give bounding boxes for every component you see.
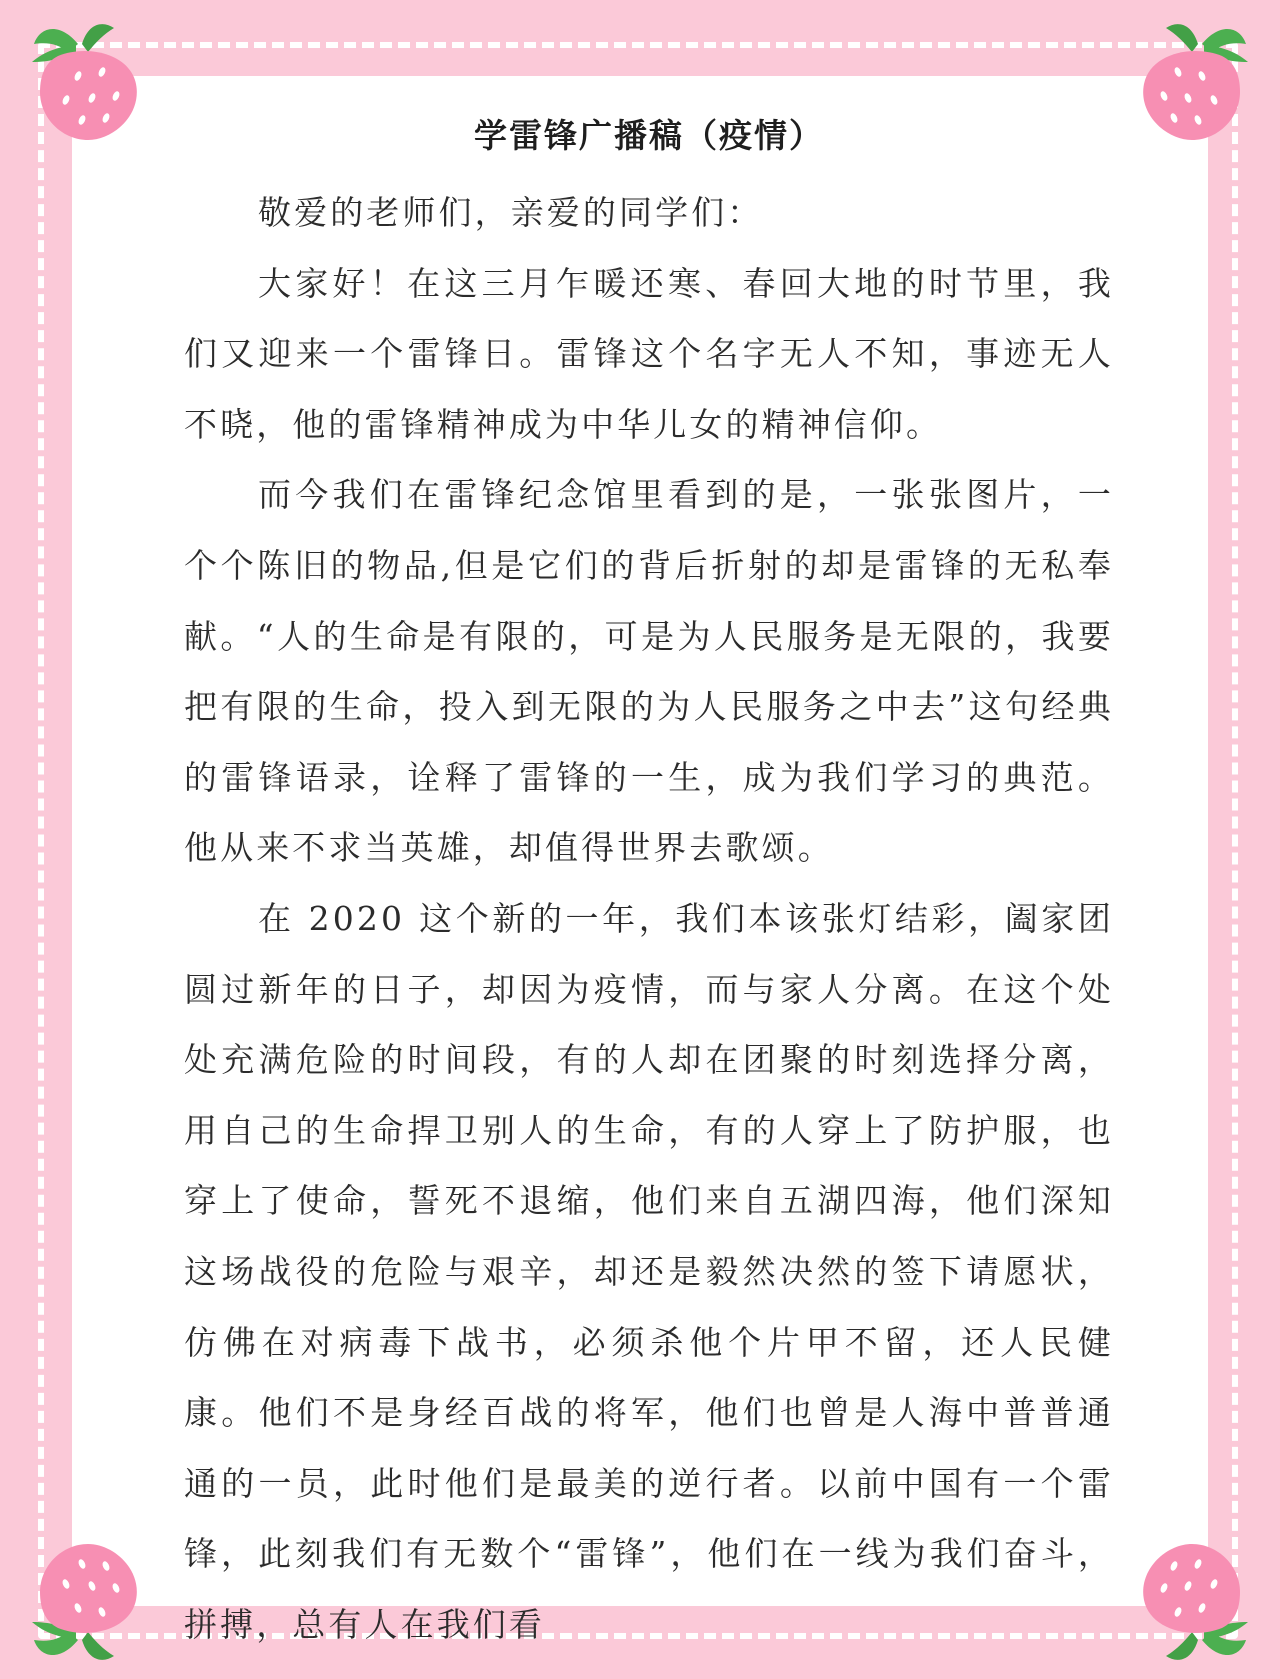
document-page: [72, 76, 1208, 1644]
strawberry-icon: [18, 14, 148, 144]
paragraph-2: 而今我们在雷锋纪念馆里看到的是，一张张图片，一个个陈旧的物品,但是它们的背后折射的却是雷锋的无私奉献。“人的生命是有限的，可是为人民服务是无限的，我要把有限的生命，投入到无限的为人民服务之中去”这句经典的雷锋语录，诠释了雷锋的一生，成为我们学习的典范。他从来不求当英雄，却值得世界去歌颂。: [184, 475, 1114, 868]
strawberry-icon: [1132, 14, 1262, 144]
strawberry-icon: [1132, 1540, 1262, 1670]
document-body: [184, 108, 1114, 1660]
strawberry-icon: [18, 1540, 148, 1670]
paragraph-1: 大家好！在这三月乍暖还寒、春回大地的时节里，我们又迎来一个雷锋日。雷锋这个名字无人不知，事迹无人不晓，他的雷锋精神成为中华儿女的精神信仰。: [184, 263, 1114, 444]
paragraph-3: 在 2020 这个新的一年，我们本该张灯结彩，阖家团圆过新年的日子，却因为疫情，而与家人分离。在这个处处充满危险的时间段，有的人却在团聚的时刻选择分离，用自己的生命捍卫别人的生命，有的人穿上了防护服，也穿上了使命，誓死不退缩，他们来自五湖四海，他们深知这场战役的危险与艰辛，却还是毅然决然的签下请愿状，仿佛在对病毒下战书，必须杀他个片甲不留，还人民健康。他们不是身经百战的将军，他们也曾是人海中普普通通的一员，此时他们是最美的逆行者。以前中国有一个雷锋，此刻我们有无数个“雷锋”，他们在一线为我们奋斗，拼搏，总有人在我们看: [184, 898, 1114, 1644]
document-title: 学雷锋广播稿（疫情）: [474, 116, 824, 155]
salutation: 敬爱的老师们，亲爱的同学们：: [258, 193, 764, 232]
